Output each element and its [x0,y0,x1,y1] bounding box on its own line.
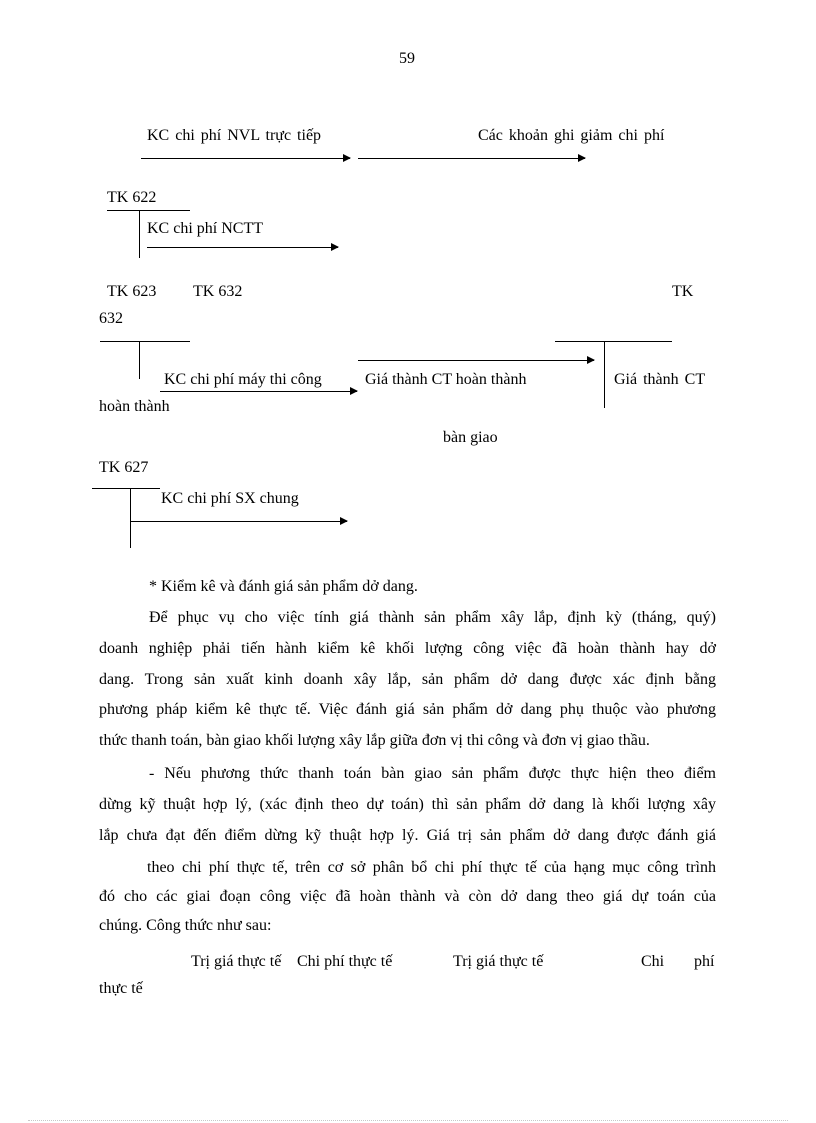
paragraph-line: theo chi phí thực tế, trên cơ sở phân bổ chi phí thực tế của hạng mục công trình [147,859,716,876]
formula-chi-phi: Chi phí thực tế [297,953,393,970]
formula-phi: phí [694,953,715,970]
arrow-nvl [141,158,350,159]
label-kc-may: KC chi phí máy thi công [164,371,322,388]
label-tk627: TK 627 [99,459,149,476]
t-account-632-stem [604,341,605,408]
page-number: 59 [399,50,415,67]
label-tk632-left: TK 632 [193,283,243,300]
paragraph-line: thức thanh toán, bàn giao khối lượng xây lắp giữa đơn vị thi công và đơn vị giao thầu. [99,732,650,749]
paragraph-line: dừng kỹ thuật hợp lý, (xác định theo dự toán) thì sản phẩm dở dang là khối lượng xây [99,796,716,813]
label-gia-thanh-ct: Giá thành CT [614,371,706,388]
page-bottom-border [28,1120,788,1121]
paragraph-line: đó cho các giai đoạn công việc đã hoàn thành và còn dở dang theo giá dự toán của [99,888,716,905]
arrow-gia-thanh [358,360,594,361]
t-account-622-stem [139,210,140,258]
section-heading: * Kiểm kê và đánh giá sản phẩm dở dang. [149,578,418,595]
t-account-627-top [92,488,160,489]
t-account-622-top [107,210,190,211]
label-kc-ncct: KC chi phí NCTT [147,220,263,237]
paragraph-line: Để phục vụ cho việc tính giá thành sản phẩm xây lắp, định kỳ (tháng, quý) [149,609,716,626]
label-kc-sx: KC chi phí SX chung [161,490,299,507]
arrow-ghi-giam [358,158,585,159]
paragraph-line: doanh nghiệp phải tiến hành kiểm kê khối lượng công việc đã hoàn thành hay dở [99,640,716,657]
paragraph-line: lắp chưa đạt đến điểm dừng kỹ thuật hợp lý. Giá trị sản phẩm dở dang được đánh giá [99,827,716,844]
label-tk632-right-b: 632 [99,310,123,327]
label-tk623: TK 623 [107,283,157,300]
paragraph-line: phương pháp kiểm kê thực tế. Việc đánh giá sản phẩm dở dang phụ thuộc vào phương [99,701,716,718]
paragraph-line: chúng. Công thức như sau: [99,917,272,934]
arrow-sx [131,521,347,522]
t-account-627-stem [130,488,131,548]
formula-tri-gia-2: Trị giá thực tế [453,953,544,970]
label-gia-thanh-ht: Giá thành CT hoàn thành [365,371,527,388]
paragraph-line: - Nếu phương thức thanh toán bàn giao sản phẩm được thực hiện theo điểm [149,765,716,782]
t-account-632-top [555,341,672,342]
paragraph-line: dang. Trong sản xuất kinh doanh xây lắp, sản phẩm dở dang được xác định bằng [99,671,716,688]
t-account-623-top [100,341,190,342]
label-ghi-giam: Các khoản ghi giảm chi phí [478,127,665,144]
arrow-may [160,391,357,392]
formula-tri-gia: Trị giá thực tế [191,953,282,970]
arrow-ncct [147,247,338,248]
label-tk632-right-a: TK [672,283,694,300]
t-account-623-stem [139,341,140,379]
label-tk622: TK 622 [107,189,157,206]
label-hoan-thanh: hoàn thành [99,398,170,415]
label-kc-nvl: KC chi phí NVL trực tiếp [147,127,322,144]
formula-thuc-te: thực tế [99,980,143,997]
label-ban-giao: bàn giao [443,429,498,446]
formula-chi: Chi [641,953,665,970]
